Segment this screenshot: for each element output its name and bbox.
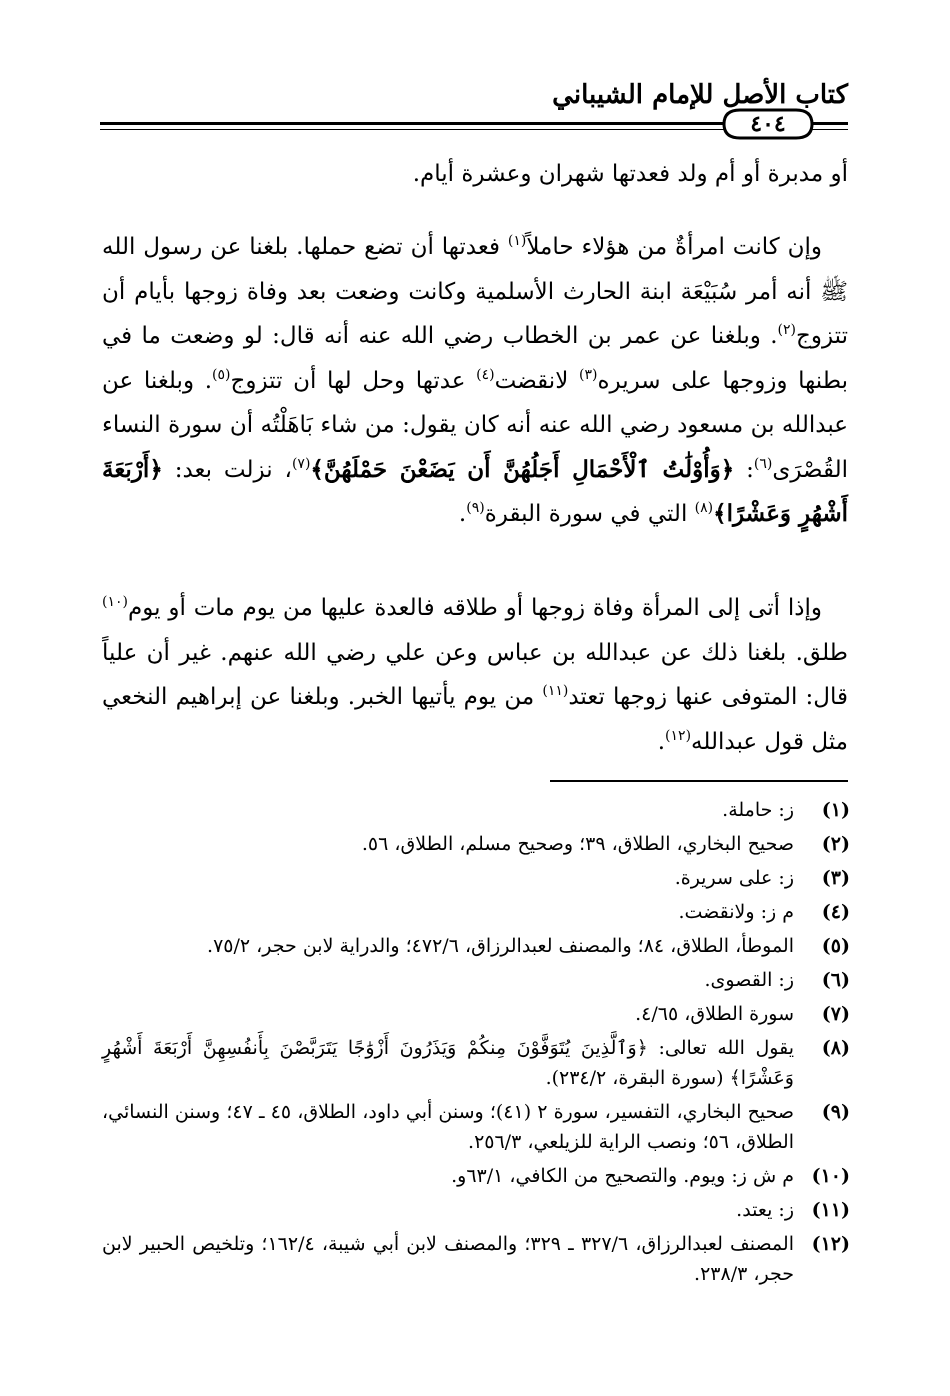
footnote-ref-3[interactable]: (٣)	[578, 366, 598, 383]
footnote-item	[102, 863, 850, 893]
footnote-ref-6[interactable]: (٦)	[753, 455, 773, 472]
footnote-item	[102, 1229, 850, 1289]
paragraph-text: فعدتها أن تضع حملها. بلغنا عن رسول الله ﷺ أنه أمر سُبَيْعَة ابنة الحارث الأسلمية وكانت وضعت بعد وفاة زوجها بأيام أن تتزوج	[102, 234, 848, 349]
footnote-ref-11[interactable]: (١١)	[542, 683, 569, 699]
body-paragraph-1	[102, 225, 848, 537]
page-number-badge	[718, 107, 818, 141]
footnote-ref-8[interactable]: (٨)	[694, 500, 714, 516]
footnote-text: ز: القصوى.	[704, 969, 794, 991]
footnote-item	[102, 999, 850, 1029]
body-paragraph-0	[102, 152, 848, 197]
footnote-number: (٥)	[821, 935, 850, 957]
paragraph-text: لانقضت	[494, 367, 579, 394]
running-header-title: كتاب الأصل للإمام الشيباني	[552, 80, 848, 110]
footnote-item	[102, 1097, 850, 1157]
paragraph-text: عدتها وحل لها أن تتزوج	[230, 367, 477, 394]
paragraph-text: .	[657, 728, 666, 755]
footnote-text: المصنف لعبدالرزاق، ٣٢٧/٦ ـ ٣٢٩؛ والمصنف لابن أبي شيبة، ١٦٢/٤؛ وتلخيص الحبير لابن حجر، ٢٣٨/٣.	[102, 1233, 794, 1285]
footnote-ref-2[interactable]: (٢)	[777, 322, 796, 338]
footnote-number: (٣)	[821, 867, 850, 889]
footnotes	[102, 795, 850, 1289]
footnote-ref-5[interactable]: (٥)	[212, 366, 231, 383]
footnote-text: م ش ز: ويوم. والتصحيح من الكافي، ٦٣/١و.	[451, 1165, 794, 1187]
footnote-item	[102, 965, 850, 995]
footnote-number: (٦)	[821, 969, 850, 991]
paragraph-text: أو مدبرة أو أم ولد فعدتها شهران وعشرة أيام.	[412, 161, 848, 187]
footnote-text: صحيح البخاري، التفسير، سورة ٢ (٤١)؛ وسنن أبي داود، الطلاق، ٤٥ ـ ٤٧؛ وسنن النسائي، الطلاق، ٥٦؛ ونصب الراية للزيلعي، ٢٥٦/٣.	[102, 1101, 795, 1153]
paragraph-text: طلق. بلغنا ذلك عن عبدالله بن عباس وعن علي رضي الله عنهم. غير أن علياً قال: المتوفى عنها زوجها تعتد	[102, 639, 848, 710]
footnote-number: (١)	[821, 799, 850, 821]
paragraph-text: :	[734, 456, 754, 483]
footnote-item	[102, 1195, 850, 1225]
paragraph-text: وإذا أتى إلى المرأة وفاة زوجها أو طلاقه فالعدة عليها من يوم مات أو يوم	[127, 595, 822, 621]
footnote-number: (١١)	[811, 1199, 850, 1221]
body-paragraph-2	[102, 586, 848, 764]
paragraph-text: . وبلغنا عن عبدالله بن مسعود رضي الله عنه أنه كان يقول: من شاء بَاهَلْتُه أن سورة النساء القُصْرَى	[102, 367, 848, 483]
footnote-number: (٩)	[821, 1101, 850, 1123]
quran-quote: ﴿وَأُوْلَٰتُ ٱلْأَحْمَالِ أَجَلُهُنَّ أَن يَضَعْنَ حَمْلَهُنَّ﴾	[310, 455, 735, 483]
footnote-item	[102, 1033, 850, 1093]
footnote-text: م ز: ولانقضت.	[678, 901, 794, 923]
footnote-ref-4[interactable]: (٤)	[476, 366, 495, 383]
paragraph-text: التي في سورة البقرة	[484, 501, 695, 527]
footnote-number: (٢)	[821, 833, 850, 855]
footnote-number: (٤)	[821, 901, 850, 923]
paragraph-text: .	[458, 501, 467, 527]
footnote-text: سورة الطلاق، ٤/٦٥.	[635, 1003, 794, 1025]
footnote-number: (١٢)	[811, 1233, 850, 1255]
footnote-text: صحيح البخاري، الطلاق، ٣٩؛ وصحيح مسلم، الطلاق، ٥٦.	[361, 833, 794, 855]
footnote-separator	[550, 780, 848, 782]
footnote-ref-12[interactable]: (١٢)	[665, 727, 692, 744]
footnote-number: (٧)	[821, 1003, 850, 1025]
footnote-text: الموطأ، الطلاق، ٨٤؛ والمصنف لعبدالرزاق، ٤٧٢/٦؛ والدراية لابن حجر، ٧٥/٢.	[207, 935, 794, 957]
footnote-text: ز: على سريرة.	[674, 867, 794, 889]
footnote-ref-7[interactable]: (٧)	[291, 455, 311, 472]
footnote-text: ز: يعتد.	[736, 1199, 794, 1221]
footnote-text: يقول الله تعالى: ﴿وَٱلَّذِينَ يُتَوَفَّوْنَ مِنكُمْ وَيَذَرُونَ أَزْوَٰجًا يَتَرَبَّصْنَ بِأَنفُسِهِنَّ أَرْبَعَةَ أَشْهُرٍ وَعَشْرًا﴾ (سورة البقرة، ٢٣٤/٢).	[102, 1037, 794, 1089]
footnote-item	[102, 795, 850, 825]
paragraph-text: ، نزلت بعد:	[162, 456, 292, 483]
footnote-item	[102, 1161, 850, 1191]
footnote-ref-10[interactable]: (١٠)	[102, 594, 128, 610]
footnote-ref-1[interactable]: (١)	[507, 233, 527, 249]
quran-quote: ﴿أَرْبَعَةَ أَشْهُرٍ وَعَشْرًا﴾	[102, 455, 848, 527]
footnote-text: ز: حاملة.	[722, 799, 794, 821]
paragraph-text: . وبلغنا عن عمر بن الخطاب رضي الله عنه أنه قال: لو وضعت ما في بطنها وزوجها على سريره	[102, 323, 848, 394]
footnote-ref-9[interactable]: (٩)	[466, 500, 485, 516]
footnote-item	[102, 897, 850, 927]
footnote-item	[102, 829, 850, 859]
paragraph-text: من يوم يأتيها الخبر. وبلغنا عن إبراهيم النخعي مثل قول عبدالله	[102, 684, 848, 755]
paragraph-text: وإن كانت امرأةٌ من هؤلاء حاملاً	[526, 234, 822, 260]
footnote-item	[102, 931, 850, 961]
footnote-number: (١٠)	[811, 1165, 850, 1187]
footnote-number: (٨)	[821, 1037, 850, 1059]
page-number: ٤٠٤	[750, 111, 786, 137]
